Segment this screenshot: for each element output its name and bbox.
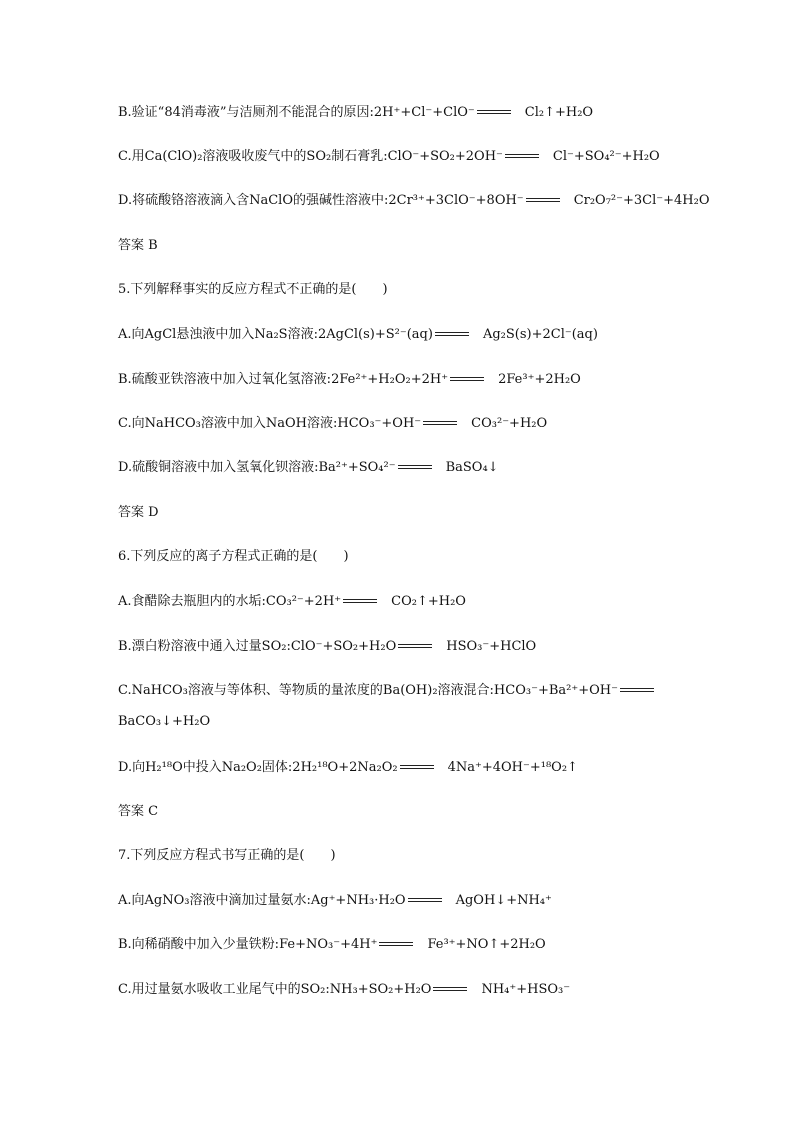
equals-sign-icon bbox=[620, 688, 654, 692]
equals-sign-icon bbox=[408, 898, 442, 902]
equation-left: D.向H₂¹⁸O中投入Na₂O₂固体:2H₂¹⁸O+2Na₂O₂ bbox=[118, 760, 398, 775]
option-b-line bbox=[118, 104, 593, 122]
equals-sign-icon bbox=[433, 987, 467, 991]
equation-left: D.硫酸铜溶液中加入氢氧化钡溶液:Ba²⁺+SO₄²⁻ bbox=[118, 460, 396, 475]
equals-sign-icon bbox=[450, 377, 484, 381]
q7-option-b bbox=[118, 936, 546, 954]
equals-sign-icon bbox=[435, 332, 469, 336]
q6-option-c bbox=[118, 682, 658, 700]
q6-option-d bbox=[118, 759, 578, 777]
q7-option-a bbox=[118, 892, 552, 910]
answer-line: 答案 B bbox=[118, 238, 158, 253]
equals-sign-icon bbox=[526, 198, 560, 202]
equals-sign-icon bbox=[505, 154, 539, 158]
equation-right: Ag₂S(s)+2Cl⁻(aq) bbox=[482, 327, 598, 342]
equals-sign-icon bbox=[379, 942, 413, 946]
equation-right: Cl₂↑+H₂O bbox=[524, 105, 594, 120]
q5-option-c bbox=[118, 415, 547, 433]
equation-right: AgOH↓+NH₄⁺ bbox=[455, 893, 552, 908]
equation-right: Cr₂O₇²⁻+3Cl⁻+4H₂O bbox=[573, 193, 710, 208]
equation-left: B.硫酸亚铁溶液中加入过氧化氢溶液:2Fe²⁺+H₂O₂+2H⁺ bbox=[118, 372, 449, 387]
equation-right: 2Fe³⁺+2H₂O bbox=[498, 372, 581, 387]
equals-sign-icon bbox=[343, 599, 377, 603]
answer-line: 答案 C bbox=[118, 804, 159, 819]
equation-left: B.向稀硝酸中加入少量铁粉:Fe+NO₃⁻+4H⁺ bbox=[118, 937, 378, 952]
equation-left: D.将硫酸铬溶液滴入含NaClO的强碱性溶液中:2Cr³⁺+3ClO⁻+8OH⁻ bbox=[118, 193, 524, 208]
equation-left: B.验证“84消毒液”与洁厕剂不能混合的原因:2H⁺+Cl⁻+ClO⁻ bbox=[118, 105, 475, 120]
q6-option-b bbox=[118, 638, 536, 656]
equation-right: 4Na⁺+4OH⁻+¹⁸O₂↑ bbox=[447, 760, 578, 775]
question-6: 6.下列反应的离子方程式正确的是( ) bbox=[118, 549, 349, 564]
option-c-line bbox=[118, 148, 660, 166]
equation-left: C.NaHCO₃溶液与等体积、等物质的量浓度的Ba(OH)₂溶液混合:HCO₃⁻+Ba²⁺+OH⁻ bbox=[118, 683, 618, 698]
equation-left: A.食醋除去瓶胆内的水垢:CO₃²⁻+2H⁺ bbox=[118, 594, 342, 609]
equation-left: C.向NaHCO₃溶液中加入NaOH溶液:HCO₃⁻+OH⁻ bbox=[118, 416, 422, 431]
q6-option-a bbox=[118, 593, 466, 611]
q5-option-b bbox=[118, 371, 581, 389]
equation-left: A.向AgNO₃溶液中滴加过量氨水:Ag⁺+NH₃·H₂O bbox=[118, 893, 406, 908]
equation-right: CO₂↑+H₂O bbox=[391, 594, 466, 609]
equation-left: C.用过量氨水吸收工业尾气中的SO₂:NH₃+SO₂+H₂O bbox=[118, 982, 432, 997]
option-d-line bbox=[118, 192, 710, 210]
q6-option-c-cont: BaCO₃↓+H₂O bbox=[118, 714, 211, 729]
equation-left: C.用Ca(ClO)₂溶液吸收废气中的SO₂制石膏乳:ClO⁻+SO₂+2OH⁻ bbox=[118, 149, 503, 164]
answer-line: 答案 D bbox=[118, 505, 159, 520]
equation-right: Fe³⁺+NO↑+2H₂O bbox=[427, 937, 546, 952]
equals-sign-icon bbox=[398, 465, 432, 469]
equation-left: A.向AgCl悬浊液中加入Na₂S溶液:2AgCl(s)+S²⁻(aq) bbox=[118, 327, 433, 342]
equation-left: B.漂白粉溶液中通入过量SO₂:ClO⁻+SO₂+H₂O bbox=[118, 639, 397, 654]
equals-sign-icon bbox=[400, 765, 434, 769]
equals-sign-icon bbox=[398, 644, 432, 648]
equation-right: HSO₃⁻+HClO bbox=[446, 639, 537, 654]
equation-right: BaSO₄↓ bbox=[445, 460, 499, 475]
question-5: 5.下列解释事实的反应方程式不正确的是( ) bbox=[118, 282, 388, 297]
equation-right: Cl⁻+SO₄²⁻+H₂O bbox=[552, 149, 660, 164]
equation-right: CO₃²⁻+H₂O bbox=[471, 416, 548, 431]
equals-sign-icon bbox=[423, 421, 457, 425]
equals-sign-icon bbox=[477, 110, 511, 114]
equation-right: NH₄⁺+HSO₃⁻ bbox=[481, 982, 571, 997]
q7-option-c bbox=[118, 981, 570, 999]
q5-option-d bbox=[118, 459, 499, 477]
question-7: 7.下列反应方程式书写正确的是( ) bbox=[118, 848, 336, 863]
q5-option-a bbox=[118, 326, 598, 344]
